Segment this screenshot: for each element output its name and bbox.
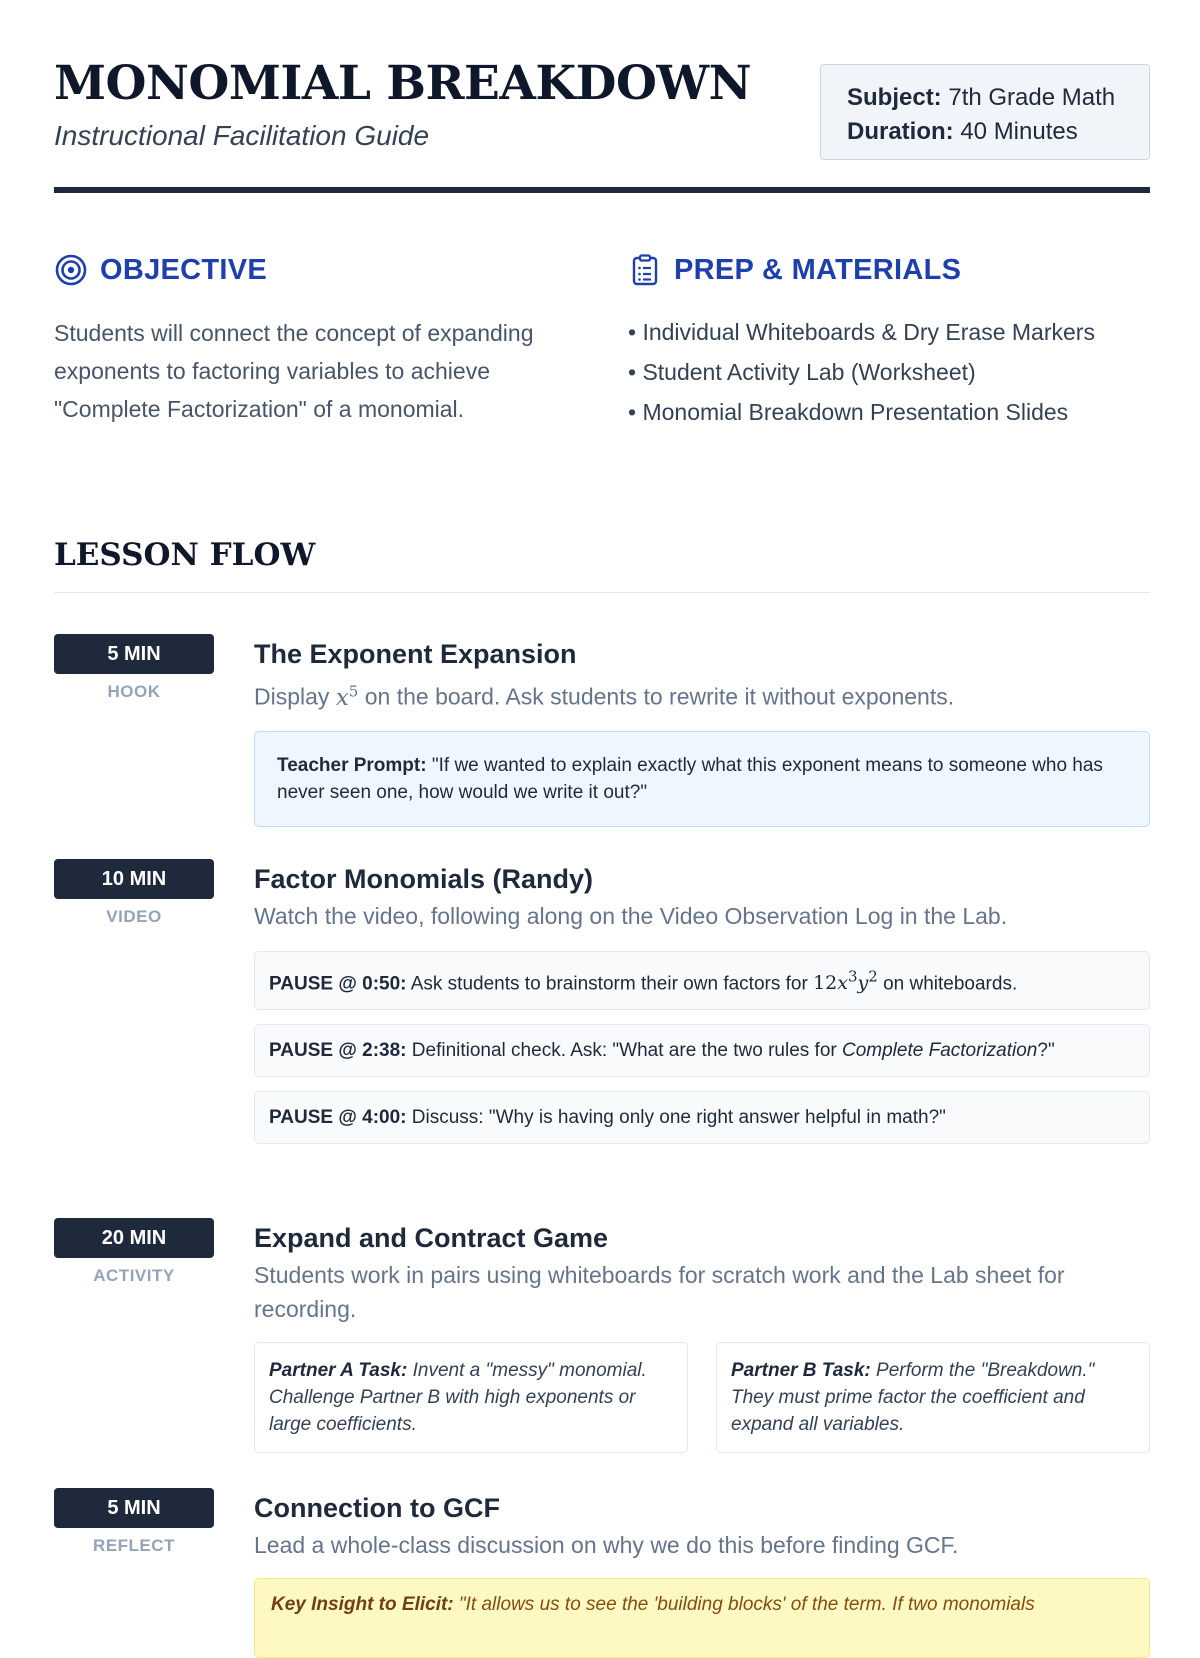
list-item: • Individual Whiteboards & Dry Erase Markers [628, 312, 1150, 352]
step-title: Factor Monomials (Randy) [254, 864, 594, 894]
objective-section [54, 250, 564, 428]
clipboard-icon [628, 253, 662, 287]
math-variable: x [837, 972, 848, 995]
pause-point [254, 1091, 1150, 1144]
partner-b-text: Perform the "Breakdown." They must prime factor the coefficient and expand all variables. [731, 1360, 1095, 1435]
objective-heading: OBJECTIVE [100, 253, 268, 286]
target-icon [54, 253, 88, 287]
page-title: MONOMIAL BREAKDOWN [54, 56, 752, 111]
materials-heading: PREP & MATERIALS [674, 253, 962, 286]
materials-section [628, 250, 1150, 432]
teacher-prompt-box [254, 731, 1150, 827]
step-body [254, 859, 1150, 1158]
desc-after: on the board. Ask students to rewrite it without exponents. [358, 683, 955, 710]
objective-header [54, 250, 564, 290]
math-coefficient: 12 [813, 972, 838, 995]
step-body [254, 1218, 1150, 1453]
math-expression [813, 968, 878, 995]
page-subtitle: Instructional Facilitation Guide [54, 120, 430, 151]
pause-text: Ask students to brainstorm their own factors for [410, 973, 808, 995]
subject-value: 7th Grade Math [948, 84, 1116, 111]
subject-row [847, 81, 1123, 115]
desc-before: Display [254, 683, 336, 710]
step-description [254, 674, 1150, 715]
list-item: • Monomial Breakdown Presentation Slides [628, 392, 1150, 432]
duration-label: Duration: [847, 118, 954, 145]
math-base: x [335, 684, 349, 711]
pause-text: Discuss: "Why is having only one right answer helpful in math?" [411, 1107, 946, 1129]
phase-label: REFLECT [93, 1536, 175, 1555]
partner-a-text: Invent a "messy" monomial. Challenge Partner B with high exponents or large coefficients. [269, 1360, 647, 1435]
pause-list [254, 951, 1150, 1144]
phase-label: ACTIVITY [93, 1266, 175, 1285]
time-badge: 10 MIN [54, 859, 214, 899]
list-item: • Student Activity Lab (Worksheet) [628, 352, 1150, 392]
pause-emphasis: Complete Factorization [842, 1040, 1038, 1062]
pause-text: Definitional check. Ask: "What are the two rules for [411, 1040, 837, 1062]
prompt-label: Teacher Prompt: [277, 754, 427, 776]
step-title: The Exponent Expansion [254, 639, 577, 669]
math-variable: y [857, 972, 869, 995]
insight-label: Key Insight to Elicit: [271, 1594, 454, 1615]
pause-label: PAUSE @ 2:38: [269, 1040, 407, 1062]
subject-label: Subject: [847, 84, 942, 111]
time-badge: 5 MIN [54, 634, 214, 674]
guide-header [54, 56, 1150, 156]
materials-header [628, 250, 1150, 290]
pause-text-after: on whiteboards. [883, 973, 1018, 995]
math-exponent: 5 [348, 682, 359, 700]
partner-b-card [716, 1342, 1150, 1453]
pause-point [254, 951, 1150, 1010]
step-title: Connection to GCF [254, 1493, 500, 1523]
math-exponent: 3 [847, 968, 858, 986]
lesson-flow-divider [54, 592, 1150, 593]
materials-list [628, 312, 1150, 432]
step-body [254, 634, 1150, 827]
math-expression [335, 682, 359, 711]
duration-row [847, 115, 1123, 149]
partner-a-label: Partner A Task: [269, 1360, 408, 1381]
step-description: Lead a whole-class discussion on why we do this before finding GCF. [254, 1532, 959, 1558]
lesson-flow-heading: LESSON FLOW [54, 537, 316, 573]
objective-text: Students will connect the concept of expanding exponents to factoring variables to achieve "Complete Factorization" of a monomial. [54, 320, 534, 422]
partner-b-label: Partner B Task: [731, 1360, 871, 1381]
step-description: Watch the video, following along on the Video Observation Log in the Lab. [254, 903, 1008, 929]
insight-text: "It allows us to see the 'building blocks' of the term. If two monomials [458, 1594, 1035, 1615]
lesson-meta-box [820, 64, 1150, 160]
step-title: Expand and Contract Game [254, 1223, 609, 1253]
key-insight-box [254, 1578, 1150, 1658]
phase-label: VIDEO [106, 907, 162, 926]
prompt-text: "If we wanted to explain exactly what this exponent means to someone who has never seen one, how would we write it out?" [277, 754, 1103, 803]
duration-value: 40 Minutes [960, 118, 1078, 145]
pause-label: PAUSE @ 4:00: [269, 1107, 407, 1129]
partner-task-grid [254, 1342, 1150, 1453]
step-description: Students work in pairs using whiteboards for scratch work and the Lab sheet for recording. [254, 1262, 1065, 1322]
phase-label: HOOK [107, 682, 161, 701]
math-exponent: 2 [868, 968, 878, 986]
pause-text-after: ?" [1037, 1040, 1055, 1062]
pause-label: PAUSE @ 0:50: [269, 973, 407, 995]
time-badge: 20 MIN [54, 1218, 214, 1258]
partner-a-card [254, 1342, 688, 1453]
time-badge: 5 MIN [54, 1488, 214, 1528]
step-body [254, 1488, 1150, 1658]
pause-point [254, 1024, 1150, 1077]
header-divider [54, 187, 1150, 193]
